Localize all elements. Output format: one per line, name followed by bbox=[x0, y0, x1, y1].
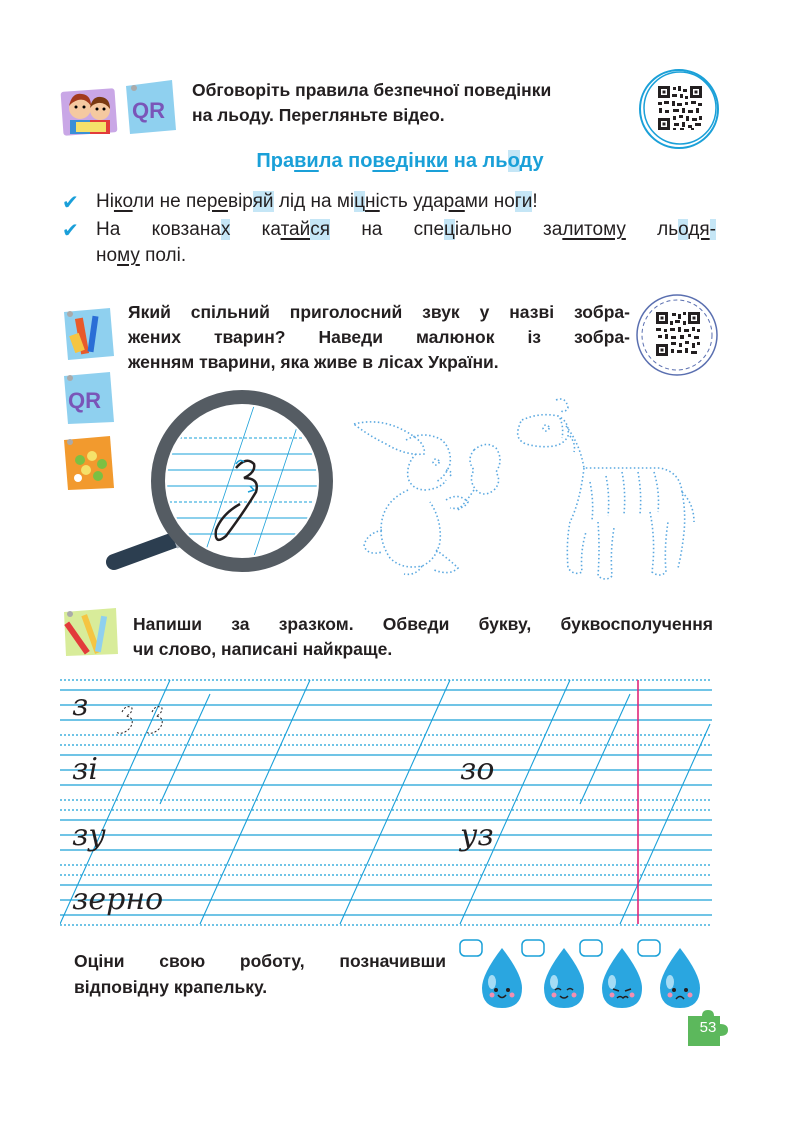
rating-text-line2: відповідну крапельку. bbox=[74, 977, 268, 997]
rabbit-dotted-illustration bbox=[346, 410, 516, 580]
checkbox-3 bbox=[580, 940, 602, 956]
paint-brush-icon bbox=[60, 304, 118, 362]
rules-heading: Правила поведінки на льоду bbox=[256, 150, 544, 172]
sample-row1: з bbox=[72, 688, 89, 723]
sample-row3-right: уз bbox=[460, 818, 494, 853]
checkbox-1 bbox=[460, 940, 482, 956]
task3-text-line1: Напиши за зразком. Обведи букву, буквосполучення bbox=[133, 614, 713, 634]
task2-text-line1: Який спільний приголосний звук у назві зобра- bbox=[128, 302, 630, 322]
checkbox-4 bbox=[638, 940, 660, 956]
sample-row3-left: зу bbox=[72, 818, 106, 853]
check-icon: ✔ bbox=[62, 192, 79, 214]
task2-text-line3: женням тварини, яка живе в лісах України. bbox=[128, 352, 499, 372]
qr-badge-icon bbox=[120, 76, 180, 138]
drop-rating-4[interactable] bbox=[636, 938, 706, 1012]
rating-text-line1: Оціни свою роботу, позначивши bbox=[74, 951, 446, 971]
qr-code-2[interactable] bbox=[634, 292, 720, 378]
zebra-dotted-illustration bbox=[510, 392, 700, 588]
sample-row2-right: зо bbox=[460, 752, 495, 787]
drop-rating-1[interactable] bbox=[458, 938, 528, 1012]
checkbox-2 bbox=[522, 940, 544, 956]
task3-text-line2: чи слово, написані найкраще. bbox=[133, 639, 393, 659]
page-number: 53 bbox=[699, 1019, 717, 1036]
magnifier-letter-illustration bbox=[104, 386, 344, 576]
task2-text-line2: жених тварин? Наведи малюнок із зобра- bbox=[128, 327, 630, 347]
check-icon: ✔ bbox=[62, 220, 79, 242]
sample-row2-left: зі bbox=[72, 752, 98, 787]
qr-label: QR bbox=[68, 388, 101, 413]
qr-label: QR bbox=[132, 98, 165, 123]
children-icon bbox=[58, 82, 120, 138]
sample-row4: зерно bbox=[72, 882, 164, 917]
task1-text-line1: Обговоріть правила безпечної поведінки bbox=[192, 80, 552, 100]
qr-code-1[interactable] bbox=[636, 66, 722, 152]
task1-text-line2: на льоду. Перегляньте відео. bbox=[192, 105, 445, 125]
pencils-icon bbox=[60, 604, 122, 660]
rule-2: На ковзанах катайся на спеціально залитому льодя- ному полі. bbox=[96, 219, 716, 266]
rule-1: Ніколи не перевіряй лід на міцність ударами ноги! bbox=[96, 191, 538, 212]
